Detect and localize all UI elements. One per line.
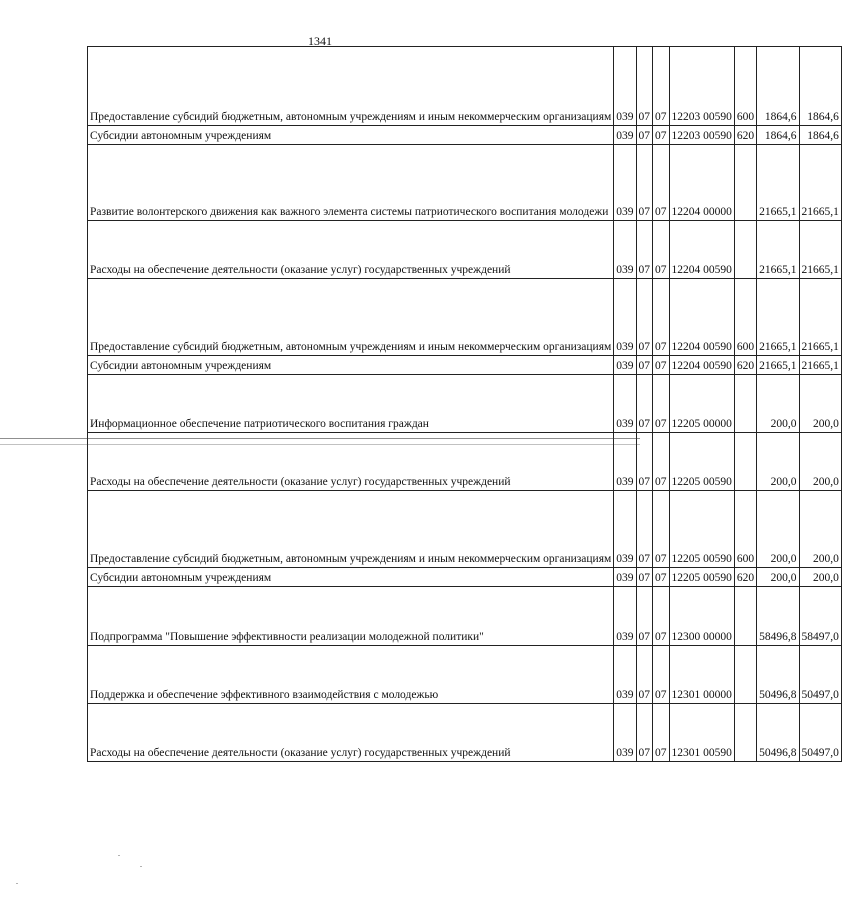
- table-row: [88, 491, 842, 568]
- cell-pr: 07: [653, 47, 670, 126]
- cell-expense-type: 600: [734, 47, 756, 126]
- row-name: Поддержка и обеспечение эффективного взаимодействия с молодежью: [88, 646, 614, 704]
- cell-code: 039: [614, 47, 636, 126]
- cell-amount-1: 21665,1: [757, 279, 799, 356]
- table-row: [88, 375, 842, 433]
- cell-pr: 07: [653, 568, 670, 587]
- cell-pr: 07: [653, 491, 670, 568]
- cell-code: 039: [614, 491, 636, 568]
- cell-expense-type: 620: [734, 568, 756, 587]
- row-name: Субсидии автономным учреждениям: [88, 126, 614, 145]
- cell-amount-1: 21665,1: [757, 145, 799, 221]
- cell-rz: 07: [636, 704, 653, 762]
- cell-code: 039: [614, 126, 636, 145]
- cell-expense-type: [734, 145, 756, 221]
- cell-amount-1: 200,0: [757, 491, 799, 568]
- cell-rz: 07: [636, 126, 653, 145]
- cell-rz: 07: [636, 375, 653, 433]
- table-row: [88, 221, 842, 279]
- cell-pr: 07: [653, 145, 670, 221]
- cell-expense-type: 620: [734, 356, 756, 375]
- cell-amount-2: 1864,6: [799, 47, 841, 126]
- cell-amount-1: 1864,6: [757, 126, 799, 145]
- row-name: Подпрограмма "Повышение эффективности реализации молодежной политики": [88, 587, 614, 646]
- cell-rz: 07: [636, 221, 653, 279]
- cell-rz: 07: [636, 491, 653, 568]
- cell-expense-type: [734, 587, 756, 646]
- cell-expense-type: 600: [734, 491, 756, 568]
- table-row: [88, 646, 842, 704]
- scan-speck: [140, 866, 142, 867]
- cell-pr: 07: [653, 356, 670, 375]
- scan-artifact-line: [0, 438, 640, 439]
- cell-code: 039: [614, 375, 636, 433]
- scan-speck: [16, 883, 18, 884]
- cell-target-code: 12205 00590: [669, 568, 734, 587]
- cell-target-code: 12204 00590: [669, 279, 734, 356]
- cell-amount-2: 50497,0: [799, 704, 841, 762]
- cell-rz: 07: [636, 279, 653, 356]
- cell-amount-2: 200,0: [799, 491, 841, 568]
- cell-target-code: 12301 00590: [669, 704, 734, 762]
- cell-rz: 07: [636, 47, 653, 126]
- cell-amount-2: 200,0: [799, 375, 841, 433]
- scan-artifact-line: [0, 444, 640, 445]
- cell-code: 039: [614, 646, 636, 704]
- cell-expense-type: [734, 704, 756, 762]
- cell-amount-2: 200,0: [799, 568, 841, 587]
- cell-pr: 07: [653, 221, 670, 279]
- cell-target-code: 12204 00000: [669, 145, 734, 221]
- row-name: Субсидии автономным учреждениям: [88, 356, 614, 375]
- cell-expense-type: [734, 375, 756, 433]
- budget-table: [87, 46, 842, 762]
- row-name: Предоставление субсидий бюджетным, автономным учреждениям и иным некоммерческим организациям: [88, 47, 614, 126]
- cell-amount-2: 1864,6: [799, 126, 841, 145]
- cell-amount-1: 50496,8: [757, 704, 799, 762]
- cell-code: 039: [614, 221, 636, 279]
- row-name: Расходы на обеспечение деятельности (оказание услуг) государственных учреждений: [88, 221, 614, 279]
- cell-amount-1: 50496,8: [757, 646, 799, 704]
- table-row: [88, 704, 842, 762]
- cell-code: 039: [614, 356, 636, 375]
- cell-target-code: 12204 00590: [669, 221, 734, 279]
- table-row: [88, 47, 842, 126]
- table-row: [88, 356, 842, 375]
- cell-code: 039: [614, 568, 636, 587]
- cell-target-code: 12205 00590: [669, 433, 734, 491]
- row-name: Предоставление субсидий бюджетным, автономным учреждениям и иным некоммерческим организациям: [88, 279, 614, 356]
- cell-target-code: 12205 00000: [669, 375, 734, 433]
- cell-amount-1: 58496,8: [757, 587, 799, 646]
- cell-code: 039: [614, 587, 636, 646]
- cell-amount-1: 21665,1: [757, 356, 799, 375]
- cell-target-code: 12203 00590: [669, 47, 734, 126]
- cell-rz: 07: [636, 356, 653, 375]
- cell-amount-2: 21665,1: [799, 356, 841, 375]
- row-name: Субсидии автономным учреждениям: [88, 568, 614, 587]
- cell-rz: 07: [636, 587, 653, 646]
- cell-code: 039: [614, 279, 636, 356]
- row-name: Информационное обеспечение патриотического воспитания граждан: [88, 375, 614, 433]
- cell-rz: 07: [636, 568, 653, 587]
- cell-amount-1: 200,0: [757, 375, 799, 433]
- cell-amount-2: 21665,1: [799, 145, 841, 221]
- cell-rz: 07: [636, 646, 653, 704]
- cell-target-code: 12300 00000: [669, 587, 734, 646]
- cell-amount-2: 21665,1: [799, 279, 841, 356]
- cell-amount-2: 21665,1: [799, 221, 841, 279]
- page-number: 1341: [308, 34, 332, 48]
- table-row: [88, 126, 842, 145]
- cell-expense-type: 620: [734, 126, 756, 145]
- cell-code: 039: [614, 433, 636, 491]
- cell-pr: 07: [653, 126, 670, 145]
- cell-amount-2: 50497,0: [799, 646, 841, 704]
- cell-pr: 07: [653, 375, 670, 433]
- cell-expense-type: [734, 433, 756, 491]
- cell-expense-type: [734, 221, 756, 279]
- cell-pr: 07: [653, 646, 670, 704]
- cell-expense-type: 600: [734, 279, 756, 356]
- table-row: [88, 587, 842, 646]
- cell-target-code: 12204 00590: [669, 356, 734, 375]
- cell-amount-2: 200,0: [799, 433, 841, 491]
- cell-code: 039: [614, 704, 636, 762]
- cell-pr: 07: [653, 587, 670, 646]
- scan-speck: [118, 855, 120, 856]
- cell-amount-1: 200,0: [757, 568, 799, 587]
- row-name: Предоставление субсидий бюджетным, автономным учреждениям и иным некоммерческим организациям: [88, 491, 614, 568]
- table-row: [88, 433, 842, 491]
- cell-amount-1: 21665,1: [757, 221, 799, 279]
- table-row: [88, 568, 842, 587]
- row-name: Расходы на обеспечение деятельности (оказание услуг) государственных учреждений: [88, 433, 614, 491]
- cell-code: 039: [614, 145, 636, 221]
- cell-target-code: 12203 00590: [669, 126, 734, 145]
- cell-amount-2: 58497,0: [799, 587, 841, 646]
- cell-pr: 07: [653, 279, 670, 356]
- cell-expense-type: [734, 646, 756, 704]
- cell-target-code: 12301 00000: [669, 646, 734, 704]
- table-row: [88, 279, 842, 356]
- row-name: Расходы на обеспечение деятельности (оказание услуг) государственных учреждений: [88, 704, 614, 762]
- cell-target-code: 12205 00590: [669, 491, 734, 568]
- cell-rz: 07: [636, 145, 653, 221]
- cell-pr: 07: [653, 704, 670, 762]
- cell-amount-1: 200,0: [757, 433, 799, 491]
- row-name: Развитие волонтерского движения как важного элемента системы патриотического воспитания молодежи: [88, 145, 614, 221]
- cell-amount-1: 1864,6: [757, 47, 799, 126]
- cell-pr: 07: [653, 433, 670, 491]
- cell-rz: 07: [636, 433, 653, 491]
- table-row: [88, 145, 842, 221]
